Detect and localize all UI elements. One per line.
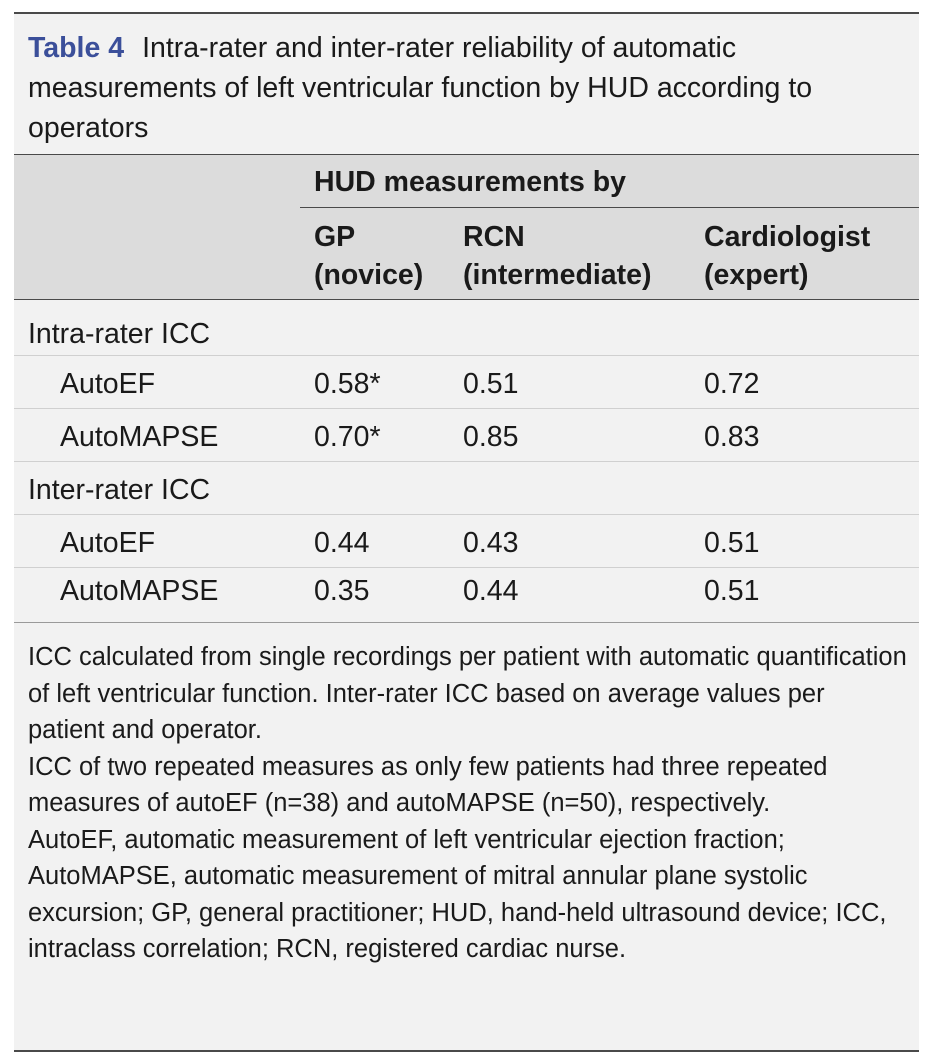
row-label: AutoEF xyxy=(60,527,156,559)
column-header-line: (intermediate) xyxy=(463,259,652,291)
table-cell: 0.72 xyxy=(704,368,760,400)
row-label: AutoMAPSE xyxy=(60,575,219,607)
row-divider xyxy=(14,408,919,409)
table-cell: 0.44 xyxy=(463,575,519,607)
table-cell: 0.70* xyxy=(314,421,381,453)
column-header-rcn xyxy=(463,218,651,294)
row-divider xyxy=(14,461,919,462)
table-label: Table 4 xyxy=(28,32,125,64)
row-divider xyxy=(14,567,919,568)
table-cell: 0.51 xyxy=(704,527,760,559)
footnote: ICC of two repeated measures as only few patients had three repeated measures of autoEF (n=38) and autoMAPSE (n=50), respectively. xyxy=(28,752,828,817)
table-footnotes xyxy=(28,639,908,968)
table-card xyxy=(14,12,919,1052)
group-header: HUD measurements by xyxy=(314,166,627,198)
footnote: AutoEF, automatic measurement of left ventricular ejection fraction; AutoMAPSE, automatic measurement of mitral annular plane systolic excursion; GP, general practitioner; HUD, hand-held ultrasound device; ICC, intraclass correlation; RCN, registered cardiac nurse. xyxy=(28,825,887,963)
row-label: AutoMAPSE xyxy=(60,421,219,453)
column-header-line: RCN xyxy=(463,221,525,253)
table-caption xyxy=(28,28,908,148)
table-cell: 0.58* xyxy=(314,368,381,400)
column-header-cardiologist xyxy=(704,218,870,294)
row-divider xyxy=(14,355,919,356)
section-title-intra: Intra-rater ICC xyxy=(28,318,211,350)
footnote: ICC calculated from single recordings per patient with automatic quantification of left ventricular function. Inter-rater ICC based on average values per patient and operator. xyxy=(28,643,907,744)
column-header-line: GP xyxy=(314,221,356,253)
table-cell: 0.83 xyxy=(704,421,760,453)
caption-text: Intra-rater and inter-rater reliability of automatic measurements of left ventricular function by HUD according to operators xyxy=(28,32,813,144)
table-cell: 0.51 xyxy=(704,575,760,607)
column-header-line: Cardiologist xyxy=(704,221,871,253)
row-divider xyxy=(14,514,919,515)
table-cell: 0.51 xyxy=(463,368,519,400)
table-cell: 0.35 xyxy=(314,575,370,607)
table-cell: 0.43 xyxy=(463,527,519,559)
row-label: AutoEF xyxy=(60,368,156,400)
section-title-inter: Inter-rater ICC xyxy=(28,474,211,506)
table-cell: 0.44 xyxy=(314,527,370,559)
group-header-rule xyxy=(300,207,919,208)
notes-divider xyxy=(14,622,919,623)
column-header-line: (expert) xyxy=(704,259,809,291)
table-cell: 0.85 xyxy=(463,421,519,453)
column-header-line: (novice) xyxy=(314,259,424,291)
column-header-gp xyxy=(314,218,423,294)
